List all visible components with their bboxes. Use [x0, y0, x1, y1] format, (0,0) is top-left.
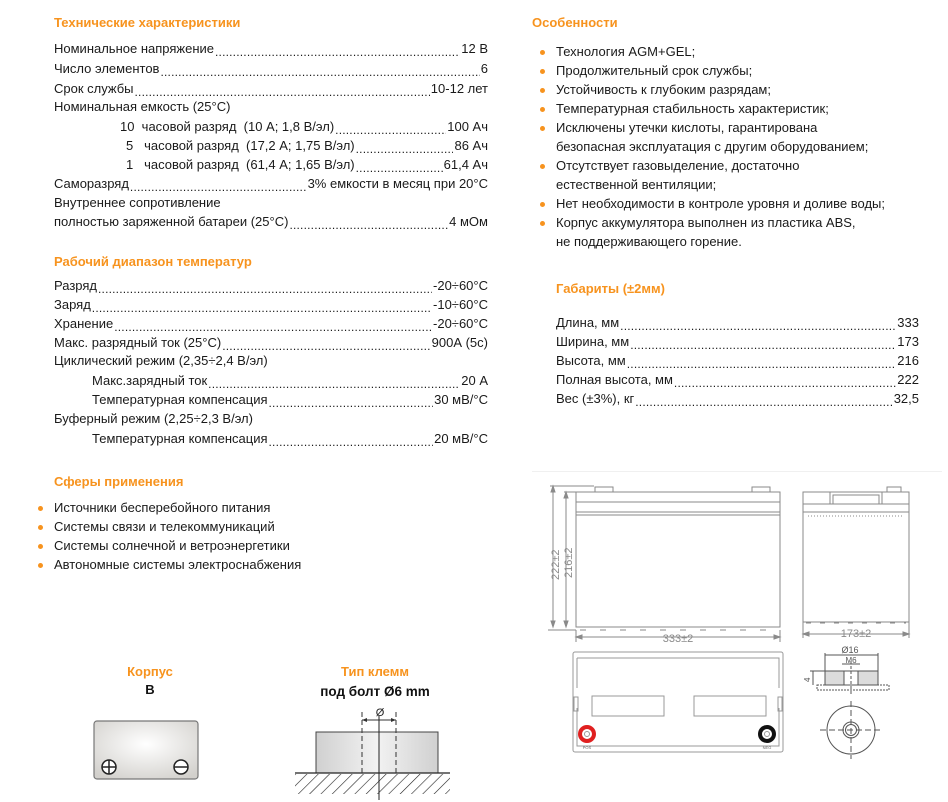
- spec-value: 4 мОм: [449, 214, 488, 229]
- spec-value: 32,5: [893, 391, 919, 406]
- spec-label: Саморазряд: [54, 176, 129, 191]
- spec-label: полностью заряженной батареи (25°С): [54, 214, 289, 229]
- terminal-detail-drawing: [800, 643, 900, 768]
- spec-row-voltage: [54, 40, 488, 58]
- dim-terminal-diameter-label: Ø16: [841, 645, 859, 655]
- spec-value: 6: [480, 61, 488, 76]
- feature-text: Исключены утечки кислоты, гарантирована: [556, 120, 818, 135]
- spec-value: 20 А: [461, 373, 488, 388]
- bullet-icon: [540, 69, 545, 74]
- bullet-icon: [540, 50, 545, 55]
- diameter-symbol: Ø: [375, 707, 385, 719]
- feature-item: [556, 157, 799, 175]
- spec-value: 30 мВ/°С: [434, 392, 488, 407]
- spec-value: 86 Ач: [454, 138, 488, 153]
- spec-row-life: [54, 80, 488, 98]
- bullet-icon: [38, 544, 43, 549]
- application-item: [54, 499, 270, 517]
- spec-label: Вес (±3%), кг: [556, 391, 635, 406]
- spec-value: -20÷60°С: [433, 316, 488, 331]
- spec-row-resistance: [54, 213, 488, 231]
- application-text: Системы связи и телекоммуникаций: [54, 519, 275, 534]
- application-item: [54, 537, 290, 555]
- feature-text: Продолжительный срок службы;: [556, 63, 753, 78]
- spec-label: Срок службы: [54, 81, 134, 96]
- feature-item: [556, 214, 856, 232]
- bullet-icon: [540, 88, 545, 93]
- front-view-drawing: [540, 480, 790, 645]
- capacity-row-10h: [120, 118, 488, 136]
- dim-width-label: 173±2: [840, 628, 872, 640]
- case-value: B: [145, 682, 155, 697]
- section-divider: [532, 471, 942, 472]
- spec-value: 173: [897, 334, 919, 349]
- spec-label: Высота, мм: [556, 353, 626, 368]
- dim-row-weight: [556, 390, 919, 408]
- temp-title: Рабочий диапазон температур: [54, 254, 252, 269]
- case-layout-diagram: [90, 718, 202, 784]
- spec-row-cells: [54, 60, 488, 78]
- application-text: Системы солнечной и ветроэнергетики: [54, 538, 290, 553]
- feature-text: Устойчивость к глубоким разрядам;: [556, 82, 771, 97]
- dim-height-label: 216±2: [563, 547, 575, 578]
- cyclic-row-current: [92, 372, 488, 390]
- feature-text-continued: безопасная эксплуатация с другим оборудованием;: [556, 139, 869, 154]
- spec-value: 10-12 лет: [430, 81, 488, 96]
- dim-length-label: 333±2: [662, 633, 694, 645]
- bullet-icon: [540, 107, 545, 112]
- minus-terminal-icon: [174, 760, 188, 774]
- capacity-row-1h: [126, 156, 488, 174]
- spec-label: 10 часовой разряд (10 А; 1,8 В/эл): [120, 119, 335, 134]
- dim-row-height: [556, 352, 919, 370]
- spec-value: 12 В: [461, 41, 488, 56]
- buffer-row-compensation: [92, 430, 488, 448]
- application-text: Источники бесперебойного питания: [54, 500, 271, 515]
- feature-text-continued: не поддерживающего горение.: [556, 234, 742, 249]
- dim-row-width: [556, 333, 919, 351]
- case-title: Корпус: [127, 664, 173, 679]
- temp-row-storage: [54, 315, 488, 333]
- spec-label: Ширина, мм: [556, 334, 630, 349]
- spec-value: 61,4 Ач: [443, 157, 488, 172]
- application-item: [54, 556, 301, 574]
- feature-item: [556, 195, 885, 213]
- feature-item: [556, 119, 817, 137]
- application-text: Автономные системы электроснабжения: [54, 557, 302, 572]
- cyclic-row-compensation: [92, 391, 488, 409]
- spec-label: Хранение: [54, 316, 114, 331]
- temp-row-charge: [54, 296, 488, 314]
- features-title: Особенности: [532, 15, 618, 30]
- dim-row-total-height: [556, 371, 919, 389]
- side-view-drawing: [790, 482, 920, 642]
- temp-row-discharge: [54, 277, 488, 295]
- terminal-diagram: [290, 700, 450, 802]
- feature-item: [556, 43, 695, 61]
- applications-title: Сферы применения: [54, 474, 184, 489]
- spec-value: 100 Ач: [447, 119, 488, 134]
- feature-text-continued: естественной вентиляции;: [556, 177, 717, 192]
- spec-label: Заряд: [54, 297, 91, 312]
- capacity-row-5h: [126, 137, 488, 155]
- cyclic-label: Циклический режим (2,35÷2,4 В/эл): [54, 353, 268, 368]
- dim-thread-label: M6: [845, 656, 857, 665]
- feature-item: [556, 62, 752, 80]
- spec-value: 3% емкости в месяц при 20°С: [307, 176, 488, 191]
- spec-label: Номинальное напряжение: [54, 41, 215, 56]
- capacity-label: Номинальная емкость (25°С): [54, 99, 231, 114]
- spec-value: 333: [897, 315, 919, 330]
- spec-value: -10÷60°С: [433, 297, 488, 312]
- spec-label: Полная высота, мм: [556, 372, 673, 387]
- spec-label: Температурная компенсация: [92, 431, 268, 446]
- spec-label: Макс. разрядный ток (25°С): [54, 335, 222, 350]
- bullet-icon: [38, 525, 43, 530]
- buffer-label: Буферный режим (2,25÷2,3 В/эл): [54, 411, 253, 426]
- tech-title: Технические характеристики: [54, 15, 241, 30]
- feature-text: Технология AGM+GEL;: [556, 44, 696, 59]
- bullet-icon: [540, 164, 545, 169]
- top-view-drawing: [565, 648, 790, 758]
- bullet-icon: [38, 563, 43, 568]
- terminal-value: под болт Ø6 mm: [320, 684, 430, 699]
- bullet-icon: [540, 126, 545, 131]
- spec-value: 222: [897, 372, 919, 387]
- feature-item: [556, 81, 771, 99]
- dim-total-height-label: 222±2: [550, 549, 562, 580]
- terminal-title: Тип клемм: [341, 664, 409, 679]
- feature-text: Нет необходимости в контроле уровня и доливе воды;: [556, 196, 886, 211]
- bullet-icon: [540, 221, 545, 226]
- spec-row-self-discharge: [54, 175, 488, 193]
- spec-label: 1 часовой разряд (61,4 А; 1,65 В/эл): [126, 157, 355, 172]
- bullet-icon: [540, 202, 545, 207]
- plus-terminal-icon: [102, 760, 116, 774]
- spec-value: 900А (5с): [431, 335, 488, 350]
- dimensions-title: Габариты (±2мм): [556, 281, 665, 296]
- temp-row-max-current: [54, 334, 488, 352]
- spec-label: Длина, мм: [556, 315, 620, 330]
- spec-label: 5 часовой разряд (17,2 А; 1,75 В/эл): [126, 138, 355, 153]
- feature-text: Температурная стабильность характеристик;: [556, 101, 829, 116]
- dim-terminal-height-label: 4: [803, 677, 812, 682]
- feature-item: [556, 100, 829, 118]
- dim-row-length: [556, 314, 919, 332]
- feature-text: Отсутствует газовыделение, достаточно: [556, 158, 800, 173]
- spec-label: Разряд: [54, 278, 97, 293]
- negative-terminal-icon: [760, 727, 774, 741]
- neg-label: NEG: [762, 745, 772, 750]
- spec-label: Температурная компенсация: [92, 392, 268, 407]
- positive-terminal-icon: [580, 727, 594, 741]
- spec-value: -20÷60°С: [433, 278, 488, 293]
- resistance-label: Внутреннее сопротивление: [54, 195, 221, 210]
- application-item: [54, 518, 275, 536]
- spec-label: Макс.зарядный ток: [92, 373, 208, 388]
- spec-value: 216: [897, 353, 919, 368]
- bullet-icon: [38, 506, 43, 511]
- spec-label: Число элементов: [54, 61, 160, 76]
- spec-value: 20 мВ/°С: [434, 431, 488, 446]
- feature-text: Корпус аккумулятора выполнен из пластика ABS,: [556, 215, 856, 230]
- pos-label: POS: [582, 745, 592, 750]
